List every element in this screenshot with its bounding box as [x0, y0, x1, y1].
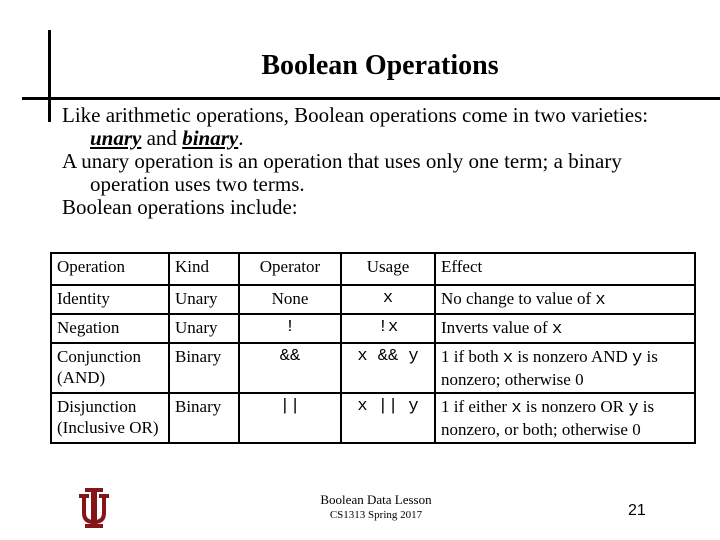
cell-kind: Unary [169, 285, 239, 314]
boolean-operations-table [50, 252, 696, 444]
effect-code: y [632, 349, 643, 368]
effect-text: 1 if either [441, 397, 512, 416]
effect-text: 1 if both [441, 347, 503, 366]
cell-operation: Identity [51, 285, 169, 314]
cell-operation: Negation [51, 314, 169, 343]
bullet-include: Boolean operations include: [62, 195, 298, 219]
cell-usage: x && y [341, 343, 435, 393]
bullet-definition: A unary operation is an operation that uses only one term; a binary operation uses two terms. [62, 149, 622, 196]
cell-kind: Binary [169, 343, 239, 393]
page-number: 21 [628, 502, 646, 519]
term-binary: binary [182, 126, 239, 150]
bullet-varieties [62, 104, 702, 150]
cell-operator: ! [239, 314, 341, 343]
effect-code: x [502, 349, 514, 368]
effect-text: Inverts value of [441, 318, 552, 337]
cell-operator: && [239, 343, 341, 393]
bullet-text: . [238, 126, 244, 150]
table-row [51, 285, 695, 314]
header-usage: Usage [341, 253, 435, 285]
cell-operator: || [239, 393, 341, 443]
effect-text: No change to value of [441, 289, 596, 308]
table-header-row [51, 253, 695, 285]
university-logo-icon [76, 486, 112, 530]
footer-lesson-title: Boolean Data Lesson [320, 492, 432, 507]
effect-code: y [628, 399, 639, 418]
logo-shape [79, 488, 109, 528]
cell-usage: x || y [341, 393, 435, 443]
header-operation: Operation [51, 253, 169, 285]
table-row [51, 343, 695, 393]
cell-usage: x [341, 285, 435, 314]
effect-code: x [595, 291, 606, 310]
cell-effect [435, 314, 695, 343]
cell-operation: Conjunction (AND) [51, 343, 169, 393]
decorative-vertical-rule [48, 30, 51, 122]
slide-title: Boolean Operations [261, 50, 499, 81]
effect-text: is nonzero, or both; otherwise 0 [441, 397, 655, 439]
cell-usage: !x [341, 314, 435, 343]
effect-text: is nonzero AND [513, 347, 633, 366]
bullet-text: and [141, 126, 183, 150]
bullet-text: Like arithmetic operations, Boolean operations come in two varieties: [62, 103, 649, 127]
cell-effect [435, 343, 695, 393]
effect-text: is nonzero OR [521, 397, 629, 416]
footer-course: CS1313 Spring 2017 [329, 509, 423, 521]
cell-effect [435, 285, 695, 314]
term-unary: unary [90, 126, 142, 150]
effect-code: x [511, 399, 522, 418]
header-effect: Effect [435, 253, 695, 285]
cell-kind: Binary [169, 393, 239, 443]
cell-operation: Disjunction (Inclusive OR) [51, 393, 169, 443]
cell-effect [435, 393, 695, 443]
effect-code: x [551, 320, 563, 339]
decorative-horizontal-rule [22, 97, 720, 100]
table-row [51, 393, 695, 443]
table-row [51, 314, 695, 343]
effect-text: is nonzero; otherwise 0 [441, 347, 658, 389]
header-operator: Operator [239, 253, 341, 285]
cell-kind: Unary [169, 314, 239, 343]
header-kind: Kind [169, 253, 239, 285]
bullet-list [62, 104, 702, 219]
cell-operator: None [239, 285, 341, 314]
